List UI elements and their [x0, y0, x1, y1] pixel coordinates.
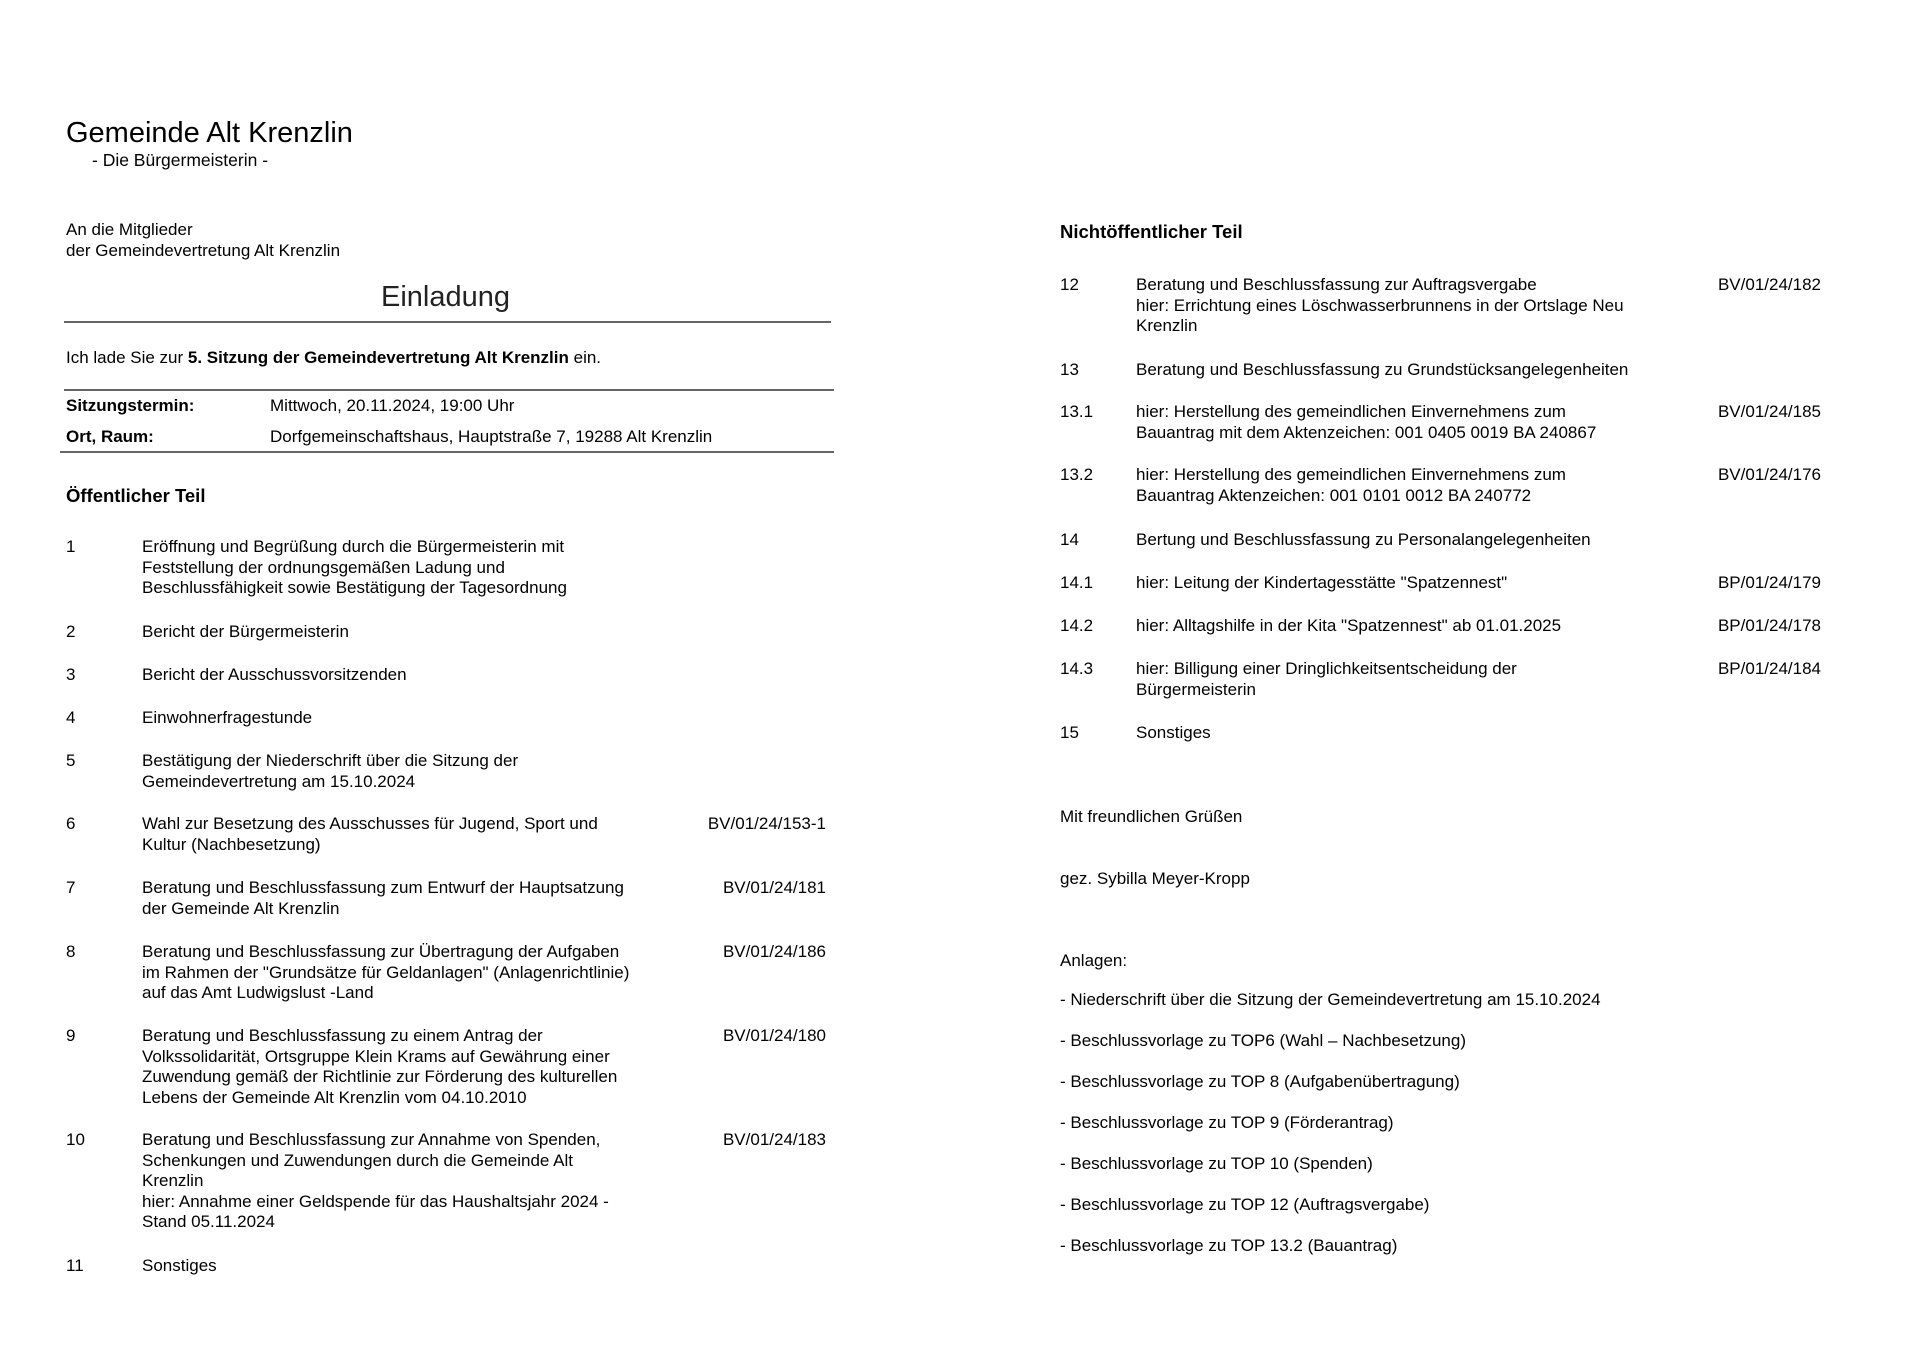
- agenda-item-line: Lebens der Gemeinde Alt Krenzlin vom 04.10.2010: [142, 1087, 527, 1107]
- agenda-item-line: Bauantrag mit dem Aktenzeichen: 001 0405 0019 BA 240867: [1136, 422, 1597, 442]
- agenda-item-line: Beratung und Beschlussfassung zu Grundstücksangelegenheiten: [1136, 360, 1629, 379]
- place-value: Dorfgemeinschaftshaus, Hauptstraße 7, 19288 Alt Krenzlin: [270, 427, 713, 446]
- agenda-item-number: 11: [66, 1256, 84, 1275]
- attachment-item: - Beschlussvorlage zu TOP 9 (Förderantrag): [1060, 1113, 1394, 1132]
- signature: gez. Sybilla Meyer-Kropp: [1060, 869, 1250, 888]
- agenda-item-number: 15: [1060, 723, 1079, 742]
- agenda-item-text: [1136, 659, 1517, 700]
- nonpublic-section-heading: Nichtöffentlicher Teil: [1060, 221, 1243, 242]
- agenda-item-text: [142, 1026, 617, 1108]
- agenda-item-line: Krenzlin: [1136, 316, 1198, 336]
- agenda-item-line: Eröffnung und Begrüßung durch die Bürgermeisterin mit: [142, 537, 565, 556]
- agenda-item-number: 13: [1060, 360, 1079, 379]
- agenda-item-line: Einwohnerfragestunde: [142, 708, 313, 727]
- agenda-item-number: 14.3: [1060, 659, 1094, 678]
- agenda-item-line: Beratung und Beschlussfassung zur Annahme von Spenden,: [142, 1130, 601, 1149]
- agenda-item-reference: BV/01/24/153-1: [707, 814, 826, 833]
- agenda-item-number: 1: [66, 537, 76, 556]
- agenda-item-line: im Rahmen der "Grundsätze für Geldanlagen" (Anlagenrichtlinie): [142, 962, 630, 982]
- divider: [64, 389, 834, 391]
- agenda-item-text: [142, 622, 349, 643]
- agenda-item-line: Volkssolidarität, Ortsgruppe Klein Krams auf Gewährung einer: [142, 1046, 610, 1066]
- agenda-item-reference: BV/01/24/182: [1717, 275, 1821, 294]
- agenda-item-line: hier: Herstellung des gemeindlichen Einvernehmens zum: [1136, 465, 1566, 484]
- agenda-item-text: [1136, 530, 1591, 551]
- attachment-item: - Beschlussvorlage zu TOP 10 (Spenden): [1060, 1154, 1373, 1173]
- agenda-item-number: 2: [66, 622, 76, 641]
- agenda-item-line: Beschlussfähigkeit sowie Bestätigung der Tagesordnung: [142, 578, 567, 598]
- agenda-item-text: [142, 1256, 217, 1277]
- agenda-item-line: Wahl zur Besetzung des Ausschusses für Jugend, Sport und: [142, 814, 598, 833]
- agenda-item-number: 10: [66, 1130, 85, 1149]
- agenda-item-number: 13.2: [1060, 465, 1094, 484]
- agenda-item-text: [1136, 465, 1566, 506]
- agenda-item-line: Beratung und Beschlussfassung zu einem Antrag der: [142, 1026, 543, 1045]
- agenda-item-reference: BV/01/24/180: [722, 1026, 826, 1045]
- intro-session: 5. Sitzung der Gemeindevertretung Alt Krenzlin: [187, 348, 569, 367]
- agenda-item-reference: BV/01/24/183: [722, 1130, 826, 1149]
- attachment-item: - Beschlussvorlage zu TOP6 (Wahl – Nachbesetzung): [1060, 1031, 1466, 1050]
- agenda-item-line: Sonstiges: [142, 1256, 217, 1275]
- attachment-item: - Beschlussvorlage zu TOP 13.2 (Bauantrag): [1060, 1236, 1398, 1255]
- invitation-title: Einladung: [381, 281, 510, 313]
- agenda-item-number: 7: [66, 878, 76, 897]
- agenda-item-text: [1136, 616, 1561, 637]
- date-label: Sitzungstermin:: [66, 396, 195, 415]
- agenda-item-reference: BV/01/24/181: [722, 878, 826, 897]
- agenda-item-line: Krenzlin: [142, 1171, 204, 1191]
- agenda-item-line: Beratung und Beschlussfassung zur Übertragung der Aufgaben: [142, 942, 620, 961]
- agenda-item-text: [1136, 275, 1624, 337]
- recipient-line-2: der Gemeindevertretung Alt Krenzlin: [66, 241, 341, 260]
- agenda-item-line: hier: Errichtung eines Löschwasserbrunnens in der Ortslage Neu: [1136, 295, 1624, 315]
- agenda-item-text: [1136, 573, 1507, 594]
- agenda-item-line: Sonstiges: [1136, 723, 1211, 742]
- agenda-item-text: [142, 708, 312, 729]
- agenda-item-line: Kultur (Nachbesetzung): [142, 834, 321, 854]
- public-section-heading: Öffentlicher Teil: [66, 485, 206, 506]
- divider: [64, 321, 831, 323]
- agenda-item-text: [1136, 723, 1211, 744]
- agenda-item-line: der Gemeinde Alt Krenzlin: [142, 898, 340, 918]
- agenda-item-line: Bericht der Ausschussvorsitzenden: [142, 665, 407, 684]
- agenda-item-text: [1136, 402, 1596, 443]
- agenda-item-number: 14.1: [1060, 573, 1094, 592]
- agenda-item-reference: BP/01/24/179: [1717, 573, 1821, 592]
- intro-prefix: Ich lade Sie zur: [66, 348, 188, 367]
- agenda-item-line: hier: Billigung einer Dringlichkeitsentscheidung der: [1136, 659, 1517, 678]
- municipality-title: Gemeinde Alt Krenzlin: [66, 117, 353, 149]
- agenda-item-text: [142, 1130, 609, 1233]
- agenda-item-number: 4: [66, 708, 76, 727]
- mayor-subtitle: - Die Bürgermeisterin -: [92, 150, 269, 170]
- attachment-item: - Beschlussvorlage zu TOP 12 (Auftragsvergabe): [1060, 1195, 1430, 1214]
- agenda-item-text: [142, 537, 567, 599]
- agenda-item-number: 8: [66, 942, 76, 961]
- agenda-item-text: [142, 878, 624, 919]
- agenda-item-number: 5: [66, 751, 76, 770]
- agenda-item-text: [142, 665, 407, 686]
- intro-suffix: ein.: [568, 348, 602, 367]
- attachment-item: - Niederschrift über die Sitzung der Gemeindevertretung am 15.10.2024: [1060, 990, 1601, 1009]
- agenda-item-reference: BV/01/24/176: [1717, 465, 1821, 484]
- agenda-item-number: 12: [1060, 275, 1079, 294]
- greeting: Mit freundlichen Grüßen: [1060, 807, 1243, 826]
- agenda-item-line: Feststellung der ordnungsgemäßen Ladung und: [142, 557, 505, 577]
- agenda-item-number: 13.1: [1060, 402, 1094, 421]
- agenda-item-line: Beratung und Beschlussfassung zum Entwurf der Hauptsatzung: [142, 878, 624, 897]
- attachment-item: - Beschlussvorlage zu TOP 8 (Aufgabenübertragung): [1060, 1072, 1460, 1091]
- agenda-item-line: auf das Amt Ludwigslust -Land: [142, 983, 374, 1003]
- agenda-item-line: Bertung und Beschlussfassung zu Personalangelegenheiten: [1136, 530, 1591, 549]
- agenda-item-text: [142, 942, 629, 1004]
- agenda-item-line: hier: Alltagshilfe in der Kita "Spatzennest" ab 01.01.2025: [1136, 616, 1562, 635]
- agenda-item-number: 3: [66, 665, 76, 684]
- agenda-item-line: Bericht der Bürgermeisterin: [142, 622, 349, 641]
- attachments-label: Anlagen:: [1060, 951, 1128, 970]
- agenda-item-line: Beratung und Beschlussfassung zur Auftragsvergabe: [1136, 275, 1537, 294]
- agenda-item-line: Stand 05.11.2024: [142, 1212, 275, 1232]
- agenda-item-line: Gemeindevertretung am 15.10.2024: [142, 771, 416, 791]
- agenda-item-reference: BV/01/24/185: [1717, 402, 1821, 421]
- place-label: Ort, Raum:: [66, 427, 154, 446]
- agenda-item-line: hier: Leitung der Kindertagesstätte "Spatzennest": [1136, 573, 1508, 592]
- agenda-item-line: hier: Annahme einer Geldspende für das Haushaltsjahr 2024 -: [142, 1191, 609, 1211]
- agenda-item-line: Zuwendung gemäß der Richtlinie zur Förderung des kulturellen: [142, 1067, 618, 1087]
- agenda-item-number: 9: [66, 1026, 76, 1045]
- agenda-item-line: hier: Herstellung des gemeindlichen Einvernehmens zum: [1136, 402, 1566, 421]
- agenda-item-number: 6: [66, 814, 76, 833]
- agenda-item-text: [142, 814, 598, 855]
- agenda-item-reference: BP/01/24/178: [1717, 616, 1821, 635]
- agenda-item-number: 14: [1060, 530, 1079, 549]
- agenda-item-reference: BV/01/24/186: [722, 942, 826, 961]
- agenda-item-number: 14.2: [1060, 616, 1094, 635]
- agenda-item-reference: BP/01/24/184: [1717, 659, 1821, 678]
- date-value: Mittwoch, 20.11.2024, 19:00 Uhr: [270, 396, 515, 415]
- agenda-item-line: Bestätigung der Niederschrift über die Sitzung der: [142, 751, 519, 770]
- agenda-item-text: [142, 751, 518, 792]
- agenda-item-line: Bürgermeisterin: [1136, 679, 1256, 699]
- agenda-item-line: Bauantrag Aktenzeichen: 001 0101 0012 BA 240772: [1136, 485, 1532, 505]
- recipient-line-1: An die Mitglieder: [66, 220, 193, 239]
- invitation-intro: [66, 348, 601, 368]
- divider: [60, 451, 834, 453]
- agenda-item-line: Schenkungen und Zuwendungen durch die Gemeinde Alt: [142, 1150, 573, 1170]
- agenda-item-text: [1136, 360, 1628, 381]
